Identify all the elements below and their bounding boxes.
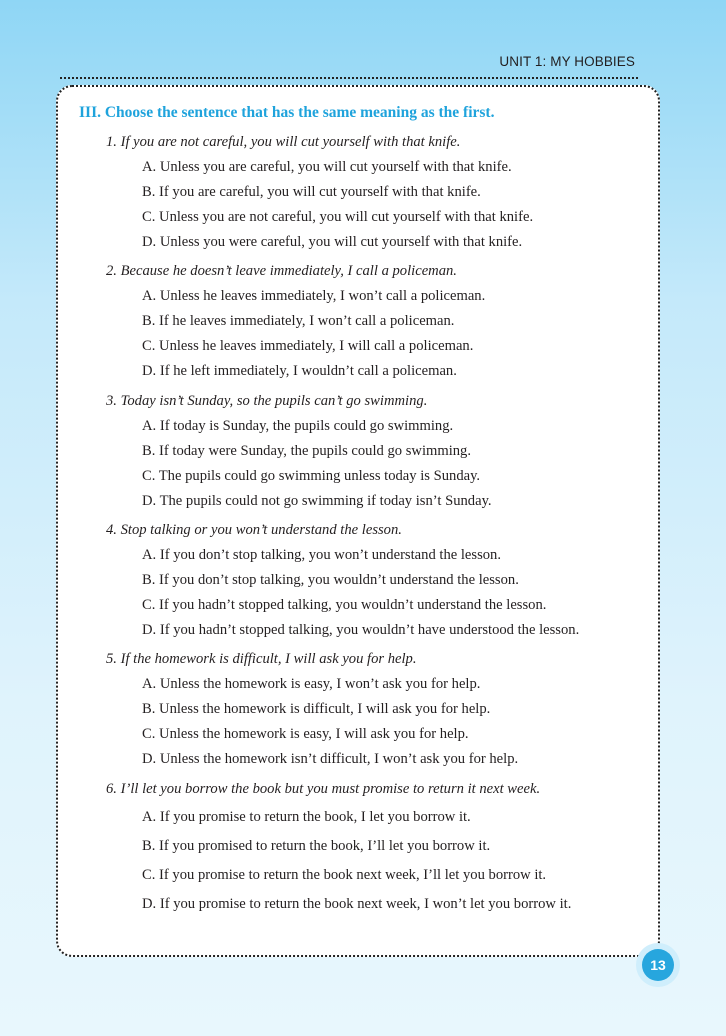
question-prompt: 6. I’ll let you borrow the book but you must promise to return it next week.: [106, 781, 541, 797]
answer-option: D. If he left immediately, I wouldn’t call a policeman.: [142, 363, 457, 379]
question-prompt: 3. Today isn’t Sunday, so the pupils can’t go swimming.: [106, 393, 428, 409]
page-number-badge: [636, 943, 680, 987]
question-prompt: 1. If you are not careful, you will cut yourself with that knife.: [106, 134, 461, 150]
answer-option: B. Unless the homework is difficult, I will ask you for help.: [142, 701, 491, 717]
answer-option: B. If he leaves immediately, I won’t call a policeman.: [142, 313, 455, 329]
page-number: 13: [642, 949, 674, 981]
answer-option: B. If you don’t stop talking, you wouldn’t understand the lesson.: [142, 572, 519, 588]
header-divider: [60, 77, 638, 79]
answer-option: C. The pupils could go swimming unless today is Sunday.: [142, 468, 481, 484]
answer-option: C. Unless he leaves immediately, I will call a policeman.: [142, 338, 474, 354]
answer-option: A. Unless you are careful, you will cut yourself with that knife.: [142, 159, 512, 175]
unit-title: UNIT 1: MY HOBBIES: [499, 54, 635, 69]
answer-option: B. If you are careful, you will cut yourself with that knife.: [142, 184, 481, 200]
question-prompt: 5. If the homework is difficult, I will ask you for help.: [106, 651, 417, 667]
answer-option: C. If you hadn’t stopped talking, you wouldn’t understand the lesson.: [142, 597, 547, 613]
answer-option: D. Unless you were careful, you will cut yourself with that knife.: [142, 234, 523, 250]
question-prompt: 2. Because he doesn’t leave immediately, I call a policeman.: [106, 263, 457, 279]
answer-option: D. If you hadn’t stopped talking, you wouldn’t have understood the lesson.: [142, 622, 580, 638]
answer-option: C. If you promise to return the book next week, I’ll let you borrow it.: [142, 867, 547, 883]
answer-option: A. Unless he leaves immediately, I won’t call a policeman.: [142, 288, 486, 304]
answer-option: B. If today were Sunday, the pupils could go swimming.: [142, 443, 471, 459]
answer-option: D. Unless the homework isn’t difficult, I won’t ask you for help.: [142, 751, 519, 767]
answer-option: C. Unless the homework is easy, I will ask you for help.: [142, 726, 469, 742]
answer-option: D. The pupils could not go swimming if today isn’t Sunday.: [142, 493, 492, 509]
section-title: III. Choose the sentence that has the same meaning as the first.: [79, 104, 495, 121]
answer-option: D. If you promise to return the book next week, I won’t let you borrow it.: [142, 896, 572, 912]
answer-option: C. Unless you are not careful, you will cut yourself with that knife.: [142, 209, 534, 225]
answer-option: A. Unless the homework is easy, I won’t ask you for help.: [142, 676, 481, 692]
answer-option: A. If today is Sunday, the pupils could go swimming.: [142, 418, 454, 434]
answer-option: A. If you promise to return the book, I let you borrow it.: [142, 809, 471, 825]
question-prompt: 4. Stop talking or you won’t understand the lesson.: [106, 522, 402, 538]
answer-option: B. If you promised to return the book, I’ll let you borrow it.: [142, 838, 491, 854]
answer-option: A. If you don’t stop talking, you won’t understand the lesson.: [142, 547, 502, 563]
